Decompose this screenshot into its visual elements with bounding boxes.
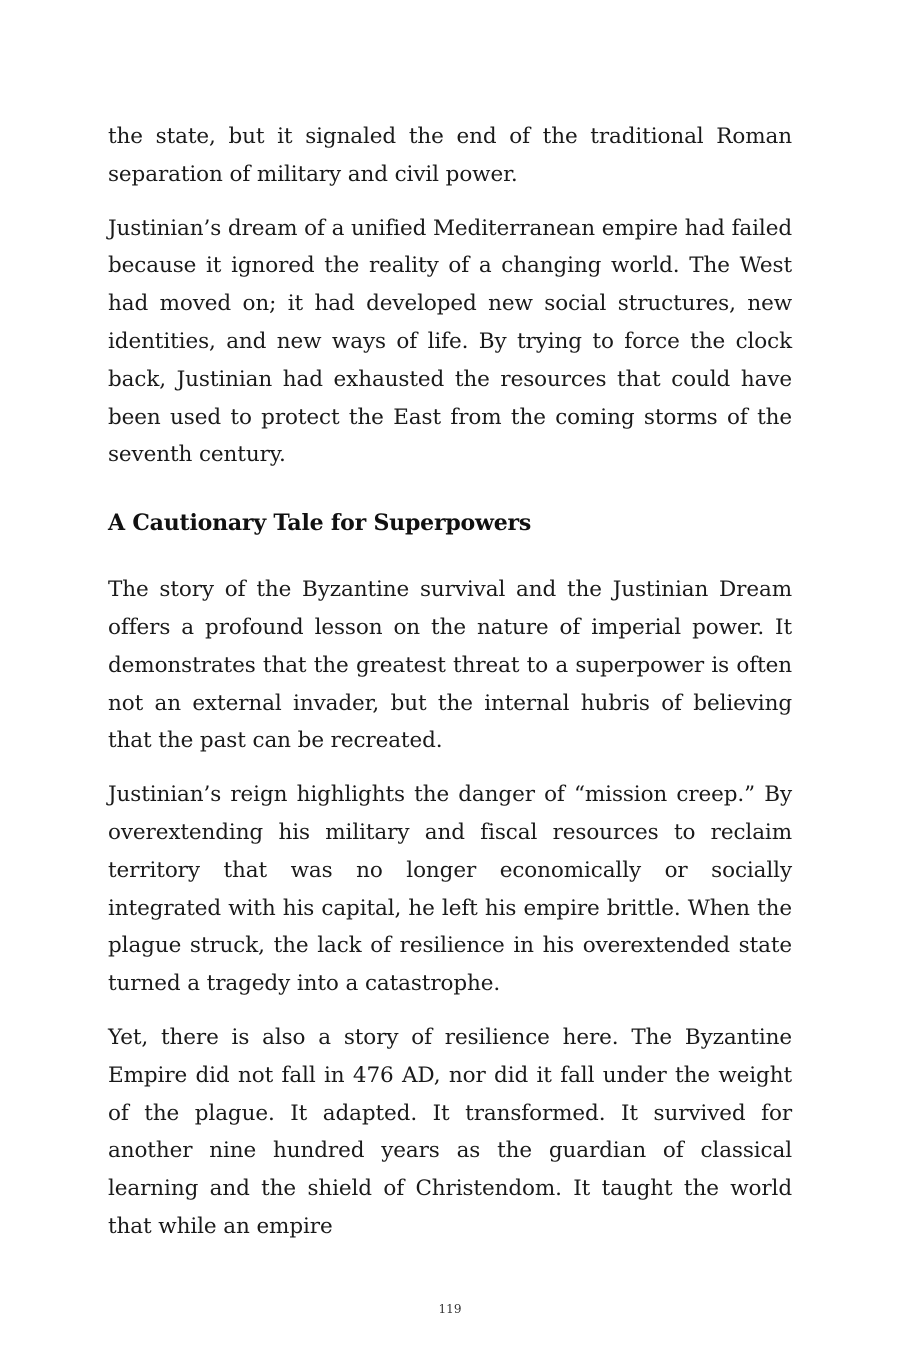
- paragraph-1: the state, but it signaled the end of the traditional Roman separation of military and civil power.: [108, 124, 792, 187]
- paragraph-4: Justinian’s reign highlights the danger of “mission creep.” By overextending his military and fiscal resources to reclaim territory that was no longer economically or socially integrated with his capital, he left his empire brittle. When the plague struck, the lack of resilience in his overextended state turned a tragedy into a catastrophe.: [108, 782, 792, 997]
- page-number: 119: [438, 1302, 462, 1316]
- paragraph-5: Yet, there is also a story of resilience here. The Byzantine Empire did not fall in 476 AD, nor did it fall under the weight of the plague. It adapted. It transformed. It survived for another nine hundred years as the guardian of classical learning and the shield of Christendom. It taught the world that while an empire: [108, 1024, 792, 1239]
- section-heading: A Cautionary Tale for Superpowers: [108, 510, 532, 537]
- page-body: [108, 118, 792, 1262]
- paragraph-3: The story of the Byzantine survival and the Justinian Dream offers a profound lesson on the nature of imperial power. It demonstrates that the greatest threat to a superpower is often not an external invader, but the internal hubris of believing that the past can be recreated.: [108, 577, 792, 754]
- paragraph-2: Justinian’s dream of a unified Mediterranean empire had failed because it ignored the reality of a changing world. The West had moved on; it had developed new social structures, new identities, and new ways of life. By trying to force the clock back, Justinian had exhausted the resources that could have been used to protect the East from the coming storms of the seventh century.: [108, 215, 792, 468]
